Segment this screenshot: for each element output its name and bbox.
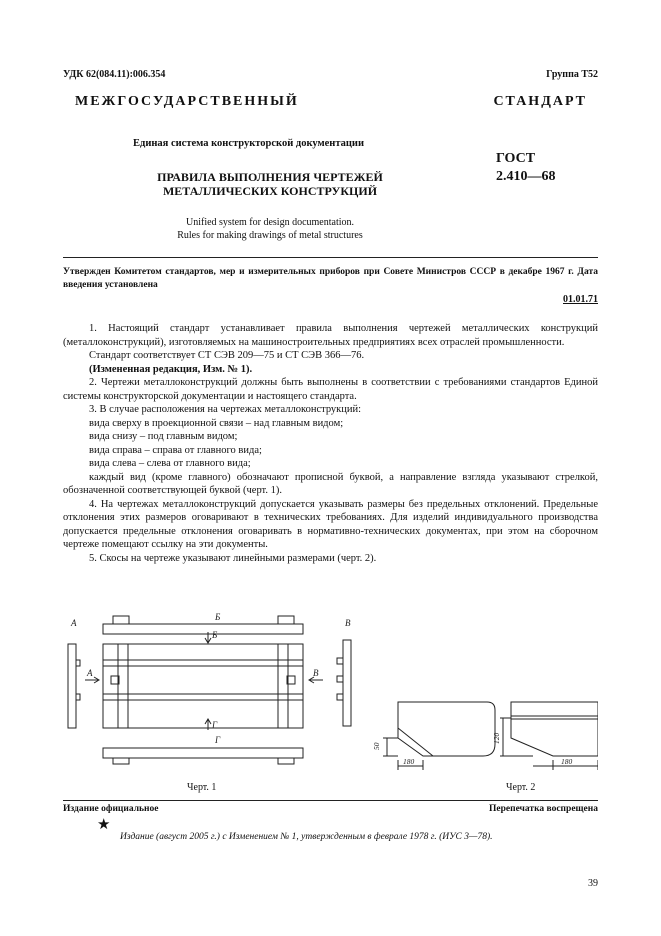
- label-right: В: [345, 618, 351, 628]
- official-edition: Издание официальное: [63, 804, 159, 814]
- paragraph: 4. На чертежах металлоконструкций допускается указывать размеры без предельных отклонений. Предельные отклонения этих размеров оговаривают в технических требованиях. Для изделий индивидуального производства допускается предельные отклонения оговаривать в нормативно-технических документах, при этом на сборочном чертеже помещают ссылку на эти документы.: [63, 498, 598, 550]
- gost-number: 2.410—68: [496, 169, 556, 184]
- approval-text: Утвержден Комитетом стандартов, мер и измерительных приборов при Совете Министров СССР в декабре 1967 г. Дата введения установлена: [63, 267, 598, 290]
- dim-height-right: 120: [492, 732, 501, 744]
- paragraph: 3. В случае расположения на чертежах металлоконструкций:: [89, 404, 362, 415]
- paragraph: (Измененная редакция, Изм. № 1).: [89, 363, 253, 375]
- main-view: [103, 644, 303, 728]
- gost-label: ГОСТ: [496, 151, 536, 166]
- star-icon: ★: [97, 817, 111, 833]
- paragraph: Стандарт соответствует СТ СЭВ 209—75 и СТ СЭВ 366—76.: [89, 350, 365, 361]
- system-name: Единая система конструкторской документации: [133, 138, 364, 149]
- title-line-2: МЕТАЛЛИЧЕСКИХ КОНСТРУКЦИЙ: [162, 184, 378, 198]
- standard-banner: МЕЖГОСУДАРСТВЕННЫЙ СТАНДАРТ: [75, 94, 587, 109]
- paragraph: вида снизу – под главным видом;: [89, 431, 238, 442]
- label-left: А: [71, 618, 77, 628]
- english-line-1: Unified system for design documentation.: [185, 217, 355, 228]
- arrow-label-g: Г: [212, 720, 218, 730]
- figure-2-right: [500, 702, 598, 770]
- dim-height-left: 50: [372, 742, 381, 750]
- effective-date: 01.01.71: [563, 294, 598, 305]
- dim-width-right: 180: [561, 757, 573, 766]
- paragraph: 2. Чертежи металлоконструкций должны быть выполнены в соответствии с требованиями стандартов Единой системы конструкторской документации и настоящего стандарта.: [63, 377, 598, 402]
- paragraph: вида слева – слева от главного вида;: [89, 458, 251, 469]
- paragraph: 1. Настоящий стандарт устанавливает правила выполнения чертежей металлических конструкций (металлоконструкций), изготовляемых на машиностроительных предприятиях всех отраслей промышленности.: [63, 323, 598, 348]
- figures: [63, 610, 598, 800]
- right-view: [343, 640, 351, 726]
- arrow-label-a: А: [87, 668, 93, 678]
- english-title: [120, 216, 420, 242]
- paragraph: вида сверху в проекционной связи – над главным видом;: [89, 417, 344, 429]
- bottom-view: [103, 748, 303, 758]
- arrow-label-v: В: [313, 668, 319, 678]
- label-top: Б: [215, 612, 221, 622]
- figure-2-caption: Черт. 2: [506, 782, 536, 793]
- dim-width-left: 180: [403, 757, 415, 766]
- edition-note: Издание (август 2005 г.) с Изменением № 1, утвержденным в феврале 1978 г. (ИУС 3—78).: [120, 832, 493, 842]
- left-view: [68, 644, 76, 728]
- divider-bottom: [63, 800, 598, 801]
- page-number: 39: [588, 878, 598, 889]
- reprint-prohibited: Перепечатка воспрещена: [488, 804, 598, 814]
- group-code: Группа Т52: [546, 69, 598, 80]
- gost-block: [496, 150, 556, 186]
- top-view: [103, 624, 303, 634]
- english-line-2: Rules for making drawings of metal structures: [177, 230, 363, 241]
- document-title: [120, 170, 420, 198]
- title-line-1: ПРАВИЛА ВЫПОЛНЕНИЯ ЧЕРТЕЖЕЙ: [157, 170, 383, 184]
- figure-1-caption: Черт. 1: [187, 782, 217, 793]
- body-text: [63, 322, 598, 565]
- label-bottom: Г: [215, 735, 221, 745]
- paragraph: вида справа – справа от главного вида;: [89, 444, 262, 456]
- arrow-label-b: Б: [212, 630, 218, 640]
- figure-1-drawing: [68, 616, 351, 764]
- udk-code: УДК 62(084.11):006.354: [63, 69, 166, 80]
- paragraph: 5. Скосы на чертеже указывают линейными размерами (черт. 2).: [89, 552, 377, 564]
- divider-top: [63, 257, 598, 258]
- figure-2-left: [383, 702, 495, 770]
- paragraph: каждый вид (кроме главного) обозначают прописной буквой, а направление взгляда указывают стрелкой, обозначенной соответствующей буквой (черт. 1).: [63, 471, 598, 496]
